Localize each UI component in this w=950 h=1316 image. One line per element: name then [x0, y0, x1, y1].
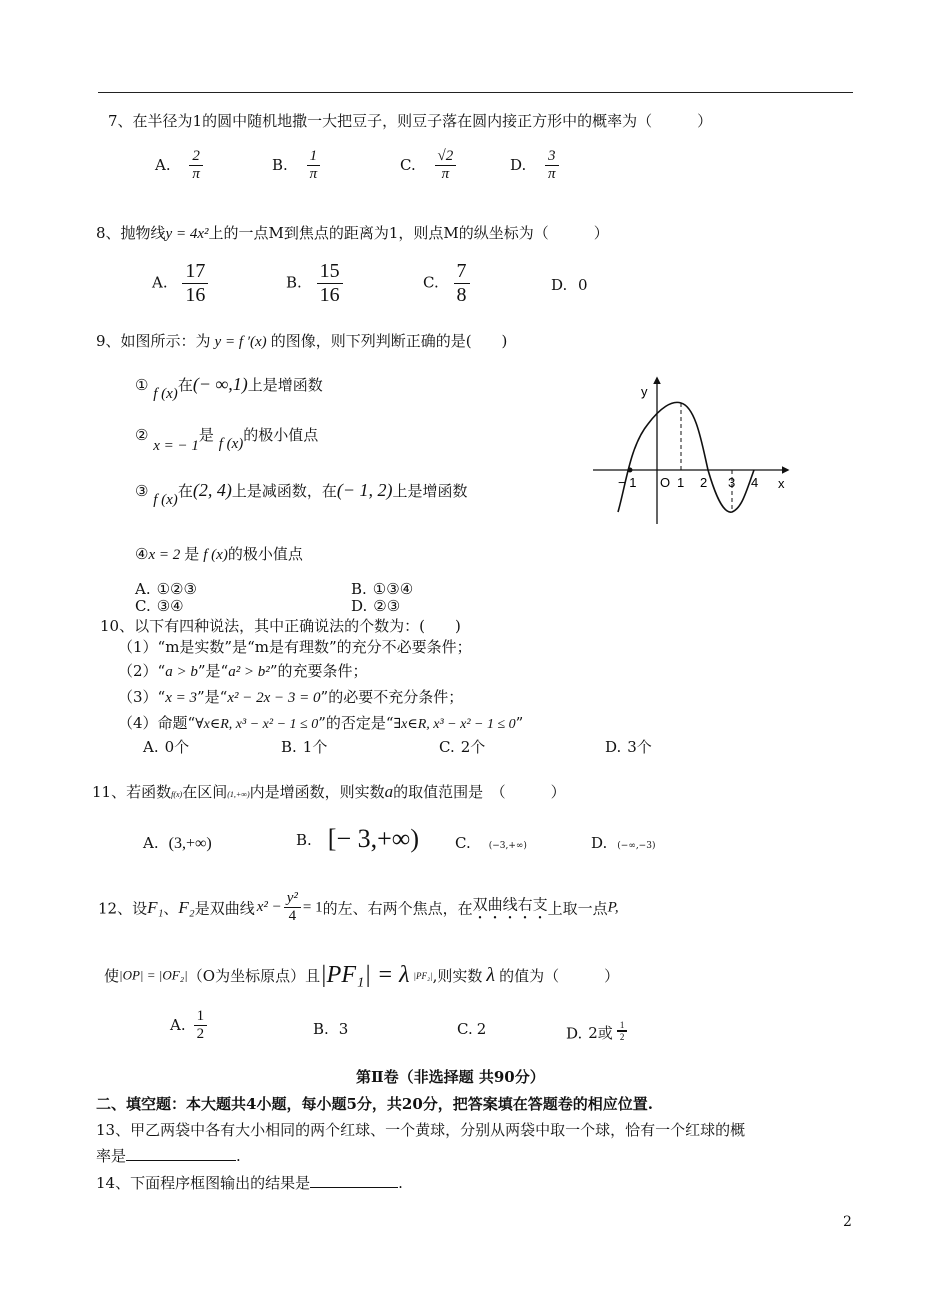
stem-text: 的左、右两个焦点，在 [322, 899, 473, 918]
numerator: 7 [454, 260, 470, 284]
denominator: 8 [456, 284, 467, 306]
statement-text: 在 [177, 482, 193, 500]
math-expression: |PF₁| = λ [320, 962, 410, 988]
option-value: 3 [338, 1020, 349, 1038]
item-text: （4）命题“ [118, 714, 196, 732]
option-value: (3,+∞) [168, 835, 212, 852]
q12-option-b [313, 1020, 348, 1038]
math-expression: x² − 2x − 3 = 0 [227, 690, 321, 706]
option-label: D. [351, 597, 368, 615]
denominator: π [548, 166, 556, 183]
item-text: ”是“ [197, 688, 228, 706]
root-point [628, 468, 633, 473]
denominator: π [309, 166, 318, 183]
math-expression: (− ∞,1) [192, 374, 248, 394]
math-expression: a² > b² [228, 664, 270, 680]
option-value: ②③ [373, 597, 401, 615]
q9-statement-4 [135, 543, 303, 564]
option-value: [− 3,+∞) [327, 824, 419, 853]
option-value: 3个 [627, 738, 652, 756]
option-value: 2或 [588, 1024, 613, 1043]
header-rule [98, 92, 853, 93]
stem-text: ,则实数 [432, 967, 483, 985]
math-expression: f (x) [218, 436, 244, 452]
q9-statement-3 [135, 480, 468, 508]
derivative-function: y = f ′(x) [214, 334, 267, 350]
q10-item-1: （1）“m是实数”是“m是有理数”的充分不必要条件； [118, 638, 472, 656]
math-expression: x = 3 [165, 690, 197, 706]
q9-statement-2 [135, 424, 319, 454]
q14-line [96, 1172, 403, 1193]
tick-label: 4 [751, 475, 759, 490]
statement-mark: ② [135, 426, 149, 444]
stem-text: . [236, 1147, 241, 1165]
focus-f1: F₁ [147, 897, 164, 917]
numerator: 1 [307, 148, 321, 166]
option-label: D. [566, 1024, 583, 1043]
math-expression: ∀x∈R, x³ − x² − 1 ≤ 0 [195, 717, 319, 732]
interval-expression: (1,+∞) [227, 790, 250, 799]
option-label: B. [296, 831, 312, 849]
statement-mark: ③ [135, 482, 149, 500]
math-expression: (2, 4) [192, 480, 232, 500]
denominator: 16 [185, 284, 206, 306]
numerator: √2 [435, 148, 457, 166]
section2-heading: 二、填空题：本大题共4小题，每小题5分，共20分，把答案填在答题卷的相应位置. [96, 1095, 653, 1113]
option-value: ①②③ [156, 580, 197, 598]
stem-text: 上的一点M到焦点的距离为1，则点M的纵坐标为（ ） [208, 224, 609, 242]
statement-mark: ① [135, 376, 149, 394]
q8-option-b [286, 260, 343, 307]
tick-label: O [660, 475, 671, 490]
q11-option-b [296, 824, 419, 854]
stem-text: 11、若函数 [92, 783, 172, 801]
stem-text: 上取一点 [547, 899, 608, 918]
option-label: C. [400, 155, 416, 174]
hyperbola-equation: = 1 [302, 899, 323, 916]
q13-line1: 13、甲乙两袋中各有大小相同的两个红球、一个黄球，分别从两袋中取一个球，恰有一个红球的概 [96, 1121, 746, 1139]
q12-stem-line2 [104, 962, 619, 989]
function-expression: f(x) [171, 790, 183, 799]
stem-text: （O为坐标原点）且 [187, 967, 321, 985]
item-text: （2）“ [118, 662, 166, 680]
q9-options [135, 581, 413, 615]
item-text: ”是“ [197, 662, 229, 680]
emphasized-text: 双曲线右支 [472, 895, 548, 914]
q7-option-d [510, 148, 559, 184]
q12-option-d [566, 1020, 627, 1043]
option-label: C. [423, 273, 439, 292]
item-text: ”的必要不充分条件； [320, 688, 464, 706]
x-axis-label: x [778, 476, 785, 491]
statement-text: 是 [184, 545, 200, 563]
q10-options [143, 736, 652, 757]
item-text: （3）“ [118, 688, 166, 706]
stem-text: 内是增函数，则实数 [249, 783, 385, 801]
option-label: A. [143, 834, 159, 852]
item-text: ”的否定是“ [318, 714, 394, 732]
focus-f2: F₂ [178, 897, 195, 917]
option-value: 0 [578, 276, 588, 294]
numerator: 15 [317, 260, 343, 284]
variable-a: a [384, 782, 394, 801]
math-expression: |OP| = |OF₂| [119, 967, 188, 983]
option-label: C. [457, 1020, 473, 1038]
q9-statement-1 [135, 374, 323, 402]
tick-label: 3 [728, 475, 736, 490]
q10-item-4 [118, 712, 523, 733]
q11-option-c [455, 834, 527, 852]
q7-stem: 7、在半径为1的圆中随机地撒一大把豆子，则豆子落在圆内接正方形中的概率为（ ） [108, 112, 713, 130]
stem-text: 使 [104, 967, 120, 985]
lambda: λ [486, 964, 496, 986]
q11-stem [92, 781, 566, 802]
option-label: D. [605, 738, 622, 756]
option-label: C. [455, 834, 471, 852]
option-label: B. [313, 1020, 329, 1038]
q10-item-3 [118, 686, 463, 707]
math-expression: |PF₂| [413, 970, 433, 981]
denominator: π [441, 166, 450, 183]
q12-stem-line1 [98, 890, 619, 926]
option-value: 2 [476, 1020, 487, 1038]
math-expression: f (x) [203, 547, 228, 563]
stem-text: . [398, 1174, 403, 1192]
math-expression: x = − 1 [153, 438, 199, 454]
q12-option-c [457, 1020, 486, 1038]
q8-option-c [423, 260, 470, 307]
option-value: (−∞,−3) [617, 841, 656, 851]
option-label: A. [143, 738, 159, 756]
statement-text: 是 [198, 426, 214, 444]
q10-stem: 10、以下有四种说法，其中正确说法的个数为：( ) [100, 617, 461, 635]
math-expression: ∃x∈R, x³ − x² − 1 ≤ 0 [393, 717, 516, 732]
page-number: 2 [843, 1214, 852, 1230]
q12-option-a [170, 1008, 207, 1044]
option-label: C. [439, 738, 455, 756]
point-p: P, [607, 899, 619, 916]
numerator: y² [284, 890, 301, 908]
item-text: ” [515, 714, 524, 732]
option-value: (−3,+∞) [488, 841, 527, 851]
option-label: A. [155, 155, 171, 174]
q9-stem [96, 330, 507, 351]
option-label: B. [286, 273, 302, 292]
math-expression: f (x) [153, 386, 178, 402]
item-text: ”的充要条件； [269, 662, 368, 680]
denominator: 2 [619, 1032, 625, 1043]
q8-option-d [551, 276, 588, 294]
stem-text: 、 [163, 899, 179, 918]
stem-text: 8、抛物线 [96, 224, 166, 242]
y-axis-label: y [641, 384, 648, 399]
q7-option-b [272, 148, 320, 184]
statement-text: 上是减函数，在 [231, 482, 337, 500]
option-label: A. [135, 580, 151, 598]
stem-text: 的图像，则下列判断正确的是( ) [270, 332, 508, 350]
q7-option-c [400, 148, 456, 184]
q10-item-2 [118, 660, 367, 681]
stem-text: 9、如图所示：为 [96, 332, 211, 350]
statement-mark: ④ [135, 545, 149, 563]
math-expression: a > b [165, 664, 198, 680]
numerator: 1 [194, 1008, 208, 1026]
tick-label: 1 [677, 475, 685, 490]
option-label: D. [591, 834, 608, 852]
q11-option-d [591, 834, 655, 852]
stem-text: 的值为（ ） [499, 967, 620, 985]
stem-text: 是双曲线 [194, 899, 255, 918]
q8-option-a [152, 260, 208, 307]
stem-text: 12、设 [98, 899, 148, 918]
part2-title: 第Ⅱ卷（非选择题 共90分） [356, 1068, 545, 1086]
answer-blank[interactable] [310, 1173, 398, 1188]
stem-text: 14、下面程序框图输出的结果是 [96, 1174, 311, 1192]
denominator: π [192, 166, 200, 183]
option-value: 2个 [460, 738, 486, 756]
math-expression: (− 1, 2) [336, 480, 393, 500]
option-label: B. [272, 155, 288, 174]
option-value: ③④ [156, 597, 184, 615]
hyperbola-equation: x² − [256, 899, 282, 916]
statement-text: 上是增函数 [247, 376, 323, 394]
denominator: 2 [196, 1026, 205, 1043]
statement-text: 的极小值点 [227, 545, 303, 563]
q13-line2 [96, 1145, 241, 1166]
numerator: 3 [545, 148, 559, 166]
derivative-graph [588, 374, 798, 534]
option-label: B. [281, 738, 297, 756]
statement-text: 的极小值点 [243, 426, 319, 444]
option-label: B. [351, 580, 367, 598]
option-label: D. [551, 276, 568, 294]
option-label: D. [510, 155, 527, 174]
curve [618, 402, 754, 512]
option-label: A. [152, 273, 168, 292]
statement-text: 上是增函数 [392, 482, 468, 500]
tick-label: 2 [700, 475, 708, 490]
option-label: A. [170, 1015, 186, 1034]
q11-option-a [143, 834, 212, 853]
math-expression: x = 2 [148, 547, 181, 563]
option-value: ①③④ [372, 580, 414, 598]
option-label: C. [135, 597, 151, 615]
numerator: 17 [182, 260, 208, 284]
denominator: 4 [288, 908, 297, 925]
math-expression: f (x) [153, 492, 178, 508]
numerator: 2 [189, 148, 203, 166]
stem-text: 在区间 [182, 783, 228, 801]
numerator: 1 [617, 1020, 628, 1032]
parabola-equation: y = 4x² [165, 226, 209, 242]
tick-label: − 1 [618, 475, 637, 490]
stem-text: 率是 [96, 1147, 127, 1165]
q8-stem [96, 222, 609, 243]
q7-option-a [155, 148, 203, 184]
denominator: 16 [319, 284, 340, 306]
option-value: 0个 [164, 738, 190, 756]
option-value: 1个 [302, 738, 328, 756]
answer-blank[interactable] [126, 1146, 236, 1161]
statement-text: 在 [177, 376, 193, 394]
stem-text: 的取值范围是 （ ） [393, 783, 566, 801]
